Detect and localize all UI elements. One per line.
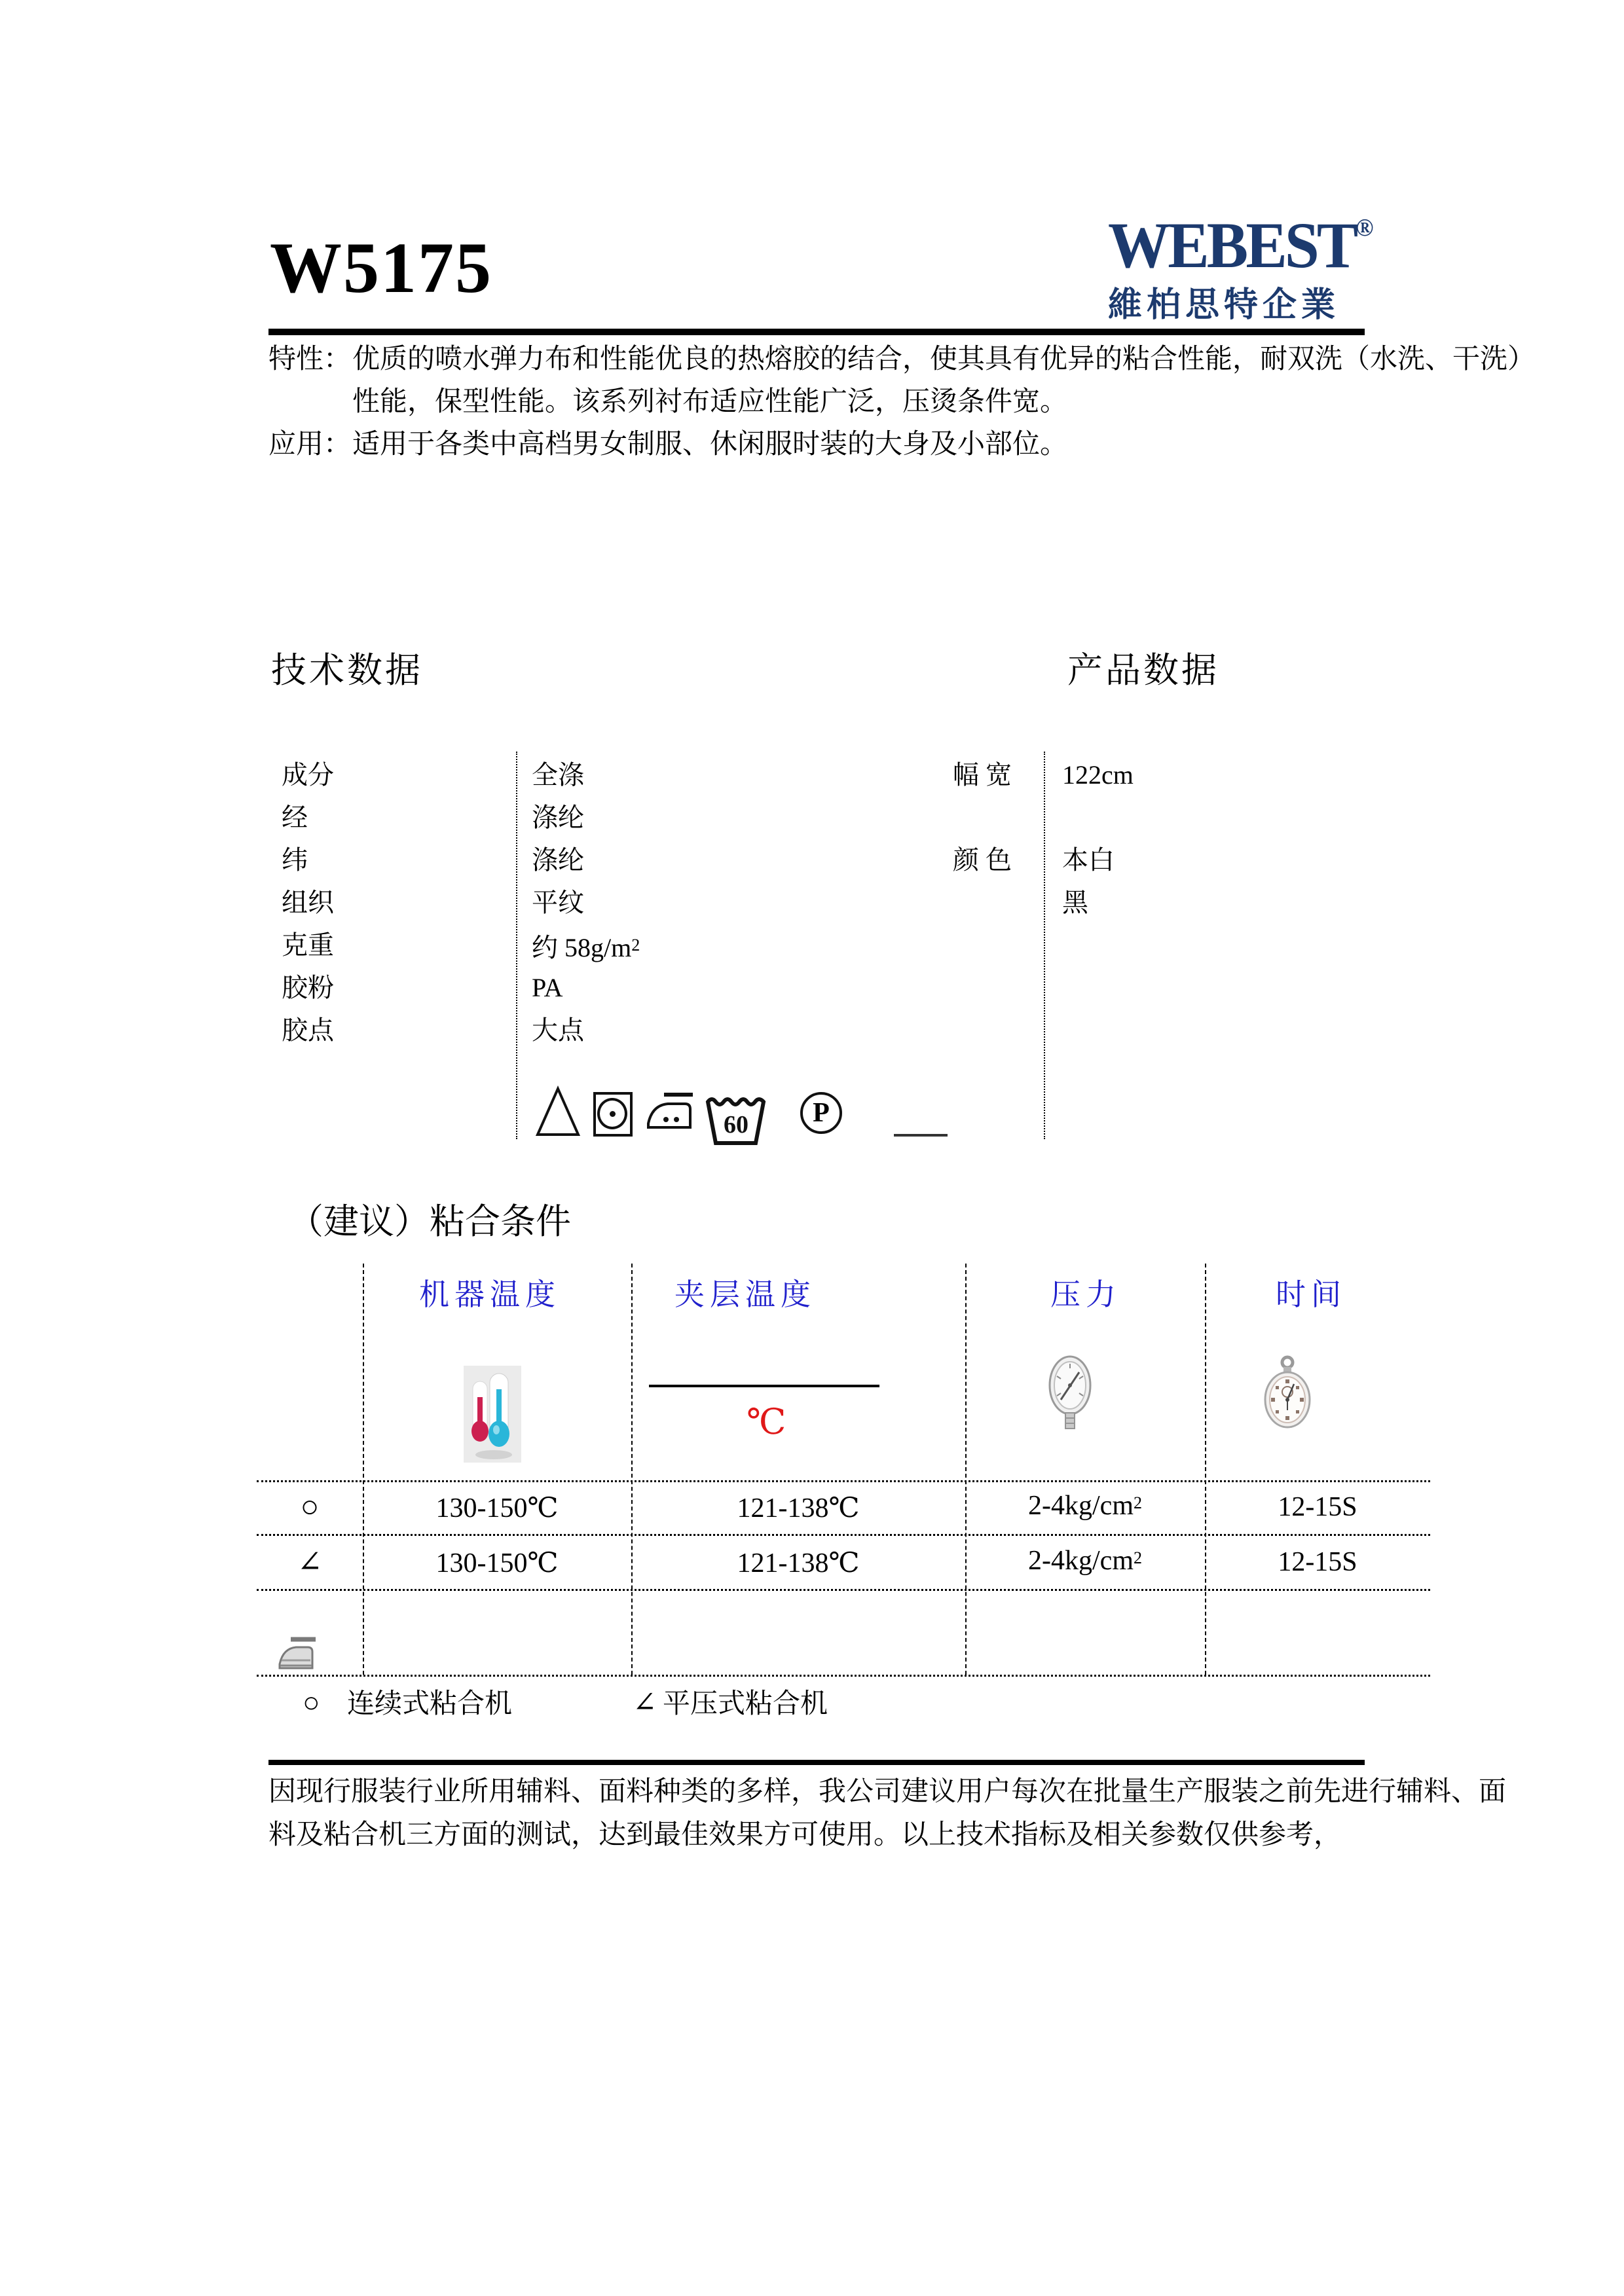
interlayer-temp-value: 121-138℃ (737, 1548, 860, 1578)
pressure-text: 2-4kg/cm (1028, 1491, 1134, 1521)
brand-logo (1108, 198, 1388, 326)
dry-clean-p-icon (800, 1092, 842, 1134)
bonding-header-time: 时间 (1276, 1278, 1346, 1311)
feature-label: 特性： (268, 344, 352, 374)
legend-circle-symbol: ○ (303, 1686, 320, 1719)
bonding-row-divider (257, 1480, 1430, 1482)
tech-value-sup: 2 (631, 936, 640, 955)
interlayer-temp-value: 121-138℃ (737, 1493, 860, 1523)
tech-label: 经 (282, 803, 308, 832)
machine-temp-value: 130-150℃ (435, 1493, 559, 1523)
tech-value: 大点 (532, 1015, 584, 1045)
bonding-header-pressure: 压力 (1050, 1278, 1121, 1311)
tech-value: PA (532, 973, 563, 1002)
tumble-dry-dot (610, 1111, 616, 1117)
technical-table-divider (516, 752, 517, 1139)
header-rule (268, 329, 1365, 335)
product-table-divider (1044, 752, 1045, 1139)
feature-line1: 优质的喷水弹力布和性能优良的热熔胶的结合，使其具有优异的粘合性能，耐双洗（水洗、干洗） (352, 344, 1536, 374)
bonding-title: （建议）粘合条件 (288, 1202, 571, 1241)
wash-60-icon (705, 1093, 767, 1152)
product-code-title: W5175 (270, 228, 492, 308)
color-value: 本白 (1062, 845, 1115, 875)
tech-label: 克重 (282, 930, 334, 960)
time-value: 12-15S (1278, 1492, 1357, 1522)
tech-label: 纬 (282, 845, 308, 875)
bonding-row-divider (257, 1675, 1430, 1677)
pressure-sup: 2 (1133, 1548, 1142, 1567)
pressure-sup: 2 (1133, 1493, 1142, 1512)
legend-angle-label: 平压式粘合机 (663, 1689, 828, 1719)
tech-label: 组织 (282, 888, 334, 917)
footer-line1: 因现行服装行业所用辅料、面料种类的多样，我公司建议用户每次在批量生产服装之前先进行辅料、面 (268, 1777, 1507, 1807)
time-value: 12-15S (1278, 1547, 1357, 1577)
tech-label: 胶点 (282, 1015, 334, 1045)
bonding-col-divider (363, 1264, 364, 1675)
company-name: 維柏思特企業 (1108, 287, 1340, 324)
feature-line2: 性能，保型性能。该系列衬布适应性能广泛，压烫条件宽。 (352, 387, 1068, 417)
pressure-gauge-icon (1048, 1354, 1092, 1434)
bonding-col-divider (631, 1264, 633, 1675)
wash-temp-value: 60 (724, 1111, 748, 1139)
bonding-header-interlayer-temp: 夹层温度 (674, 1278, 816, 1311)
technical-data-title: 技术数据 (271, 651, 423, 690)
tech-value: 涤纶 (532, 803, 584, 832)
brand-name-text: WEBEST (1108, 209, 1356, 282)
tech-value-text: 约 58g/m (532, 933, 632, 962)
flat-iron-icon (276, 1634, 320, 1675)
pressure-value (967, 1487, 1204, 1522)
product-data-title: 产品数据 (1067, 651, 1219, 690)
pressure-value (967, 1542, 1204, 1576)
footer-line2: 料及粘合机三方面的测试，达到最佳效果方可使用。以上技术指标及相关参数仅供参考， (268, 1820, 1342, 1850)
tech-value: 涤纶 (532, 845, 584, 875)
bonding-col-divider (1205, 1264, 1206, 1675)
application-text: 适用于各类中高档男女制服、休闲服时装的大身及小部位。 (352, 429, 1068, 460)
brand-name (1108, 198, 1374, 282)
tech-label: 胶粉 (282, 973, 334, 1002)
width-value: 122cm (1062, 760, 1134, 790)
tech-label: 成分 (282, 760, 334, 790)
tech-value (532, 930, 640, 964)
color-label: 颜 色 (953, 845, 1012, 875)
stopwatch-icon (1264, 1355, 1311, 1433)
application-label: 应用： (268, 429, 352, 460)
dry-clean-letter: P (813, 1098, 830, 1128)
pressure-text: 2-4kg/cm (1028, 1546, 1134, 1576)
bonding-row-symbol: ○ (300, 1489, 320, 1524)
footer-rule (268, 1760, 1365, 1765)
bonding-col-divider (965, 1264, 967, 1675)
bonding-row-symbol: ∠ (297, 1545, 323, 1578)
celsius-symbol: ℃ (747, 1402, 786, 1442)
registered-mark-icon: ® (1356, 214, 1374, 242)
bonding-row-divider (257, 1589, 1430, 1591)
bonding-row-divider (257, 1534, 1430, 1536)
tech-value: 平纹 (532, 888, 584, 917)
legend-circle-label: 连续式粘合机 (347, 1689, 513, 1719)
interlayer-temp-line (649, 1385, 879, 1387)
color-value: 黑 (1062, 888, 1088, 917)
thermometer-icon (464, 1366, 521, 1466)
bonding-header-machine-temp: 机器温度 (419, 1278, 561, 1311)
bleach-triangle-icon (534, 1084, 581, 1142)
width-label: 幅 宽 (953, 760, 1012, 790)
machine-temp-value: 130-150℃ (435, 1548, 559, 1578)
tumble-dry-icon (593, 1092, 633, 1137)
dry-flat-line-icon (894, 1134, 948, 1137)
iron-care-icon (644, 1087, 695, 1141)
tech-value: 全涤 (532, 760, 584, 790)
legend-angle-symbol: ∠ (633, 1686, 657, 1719)
